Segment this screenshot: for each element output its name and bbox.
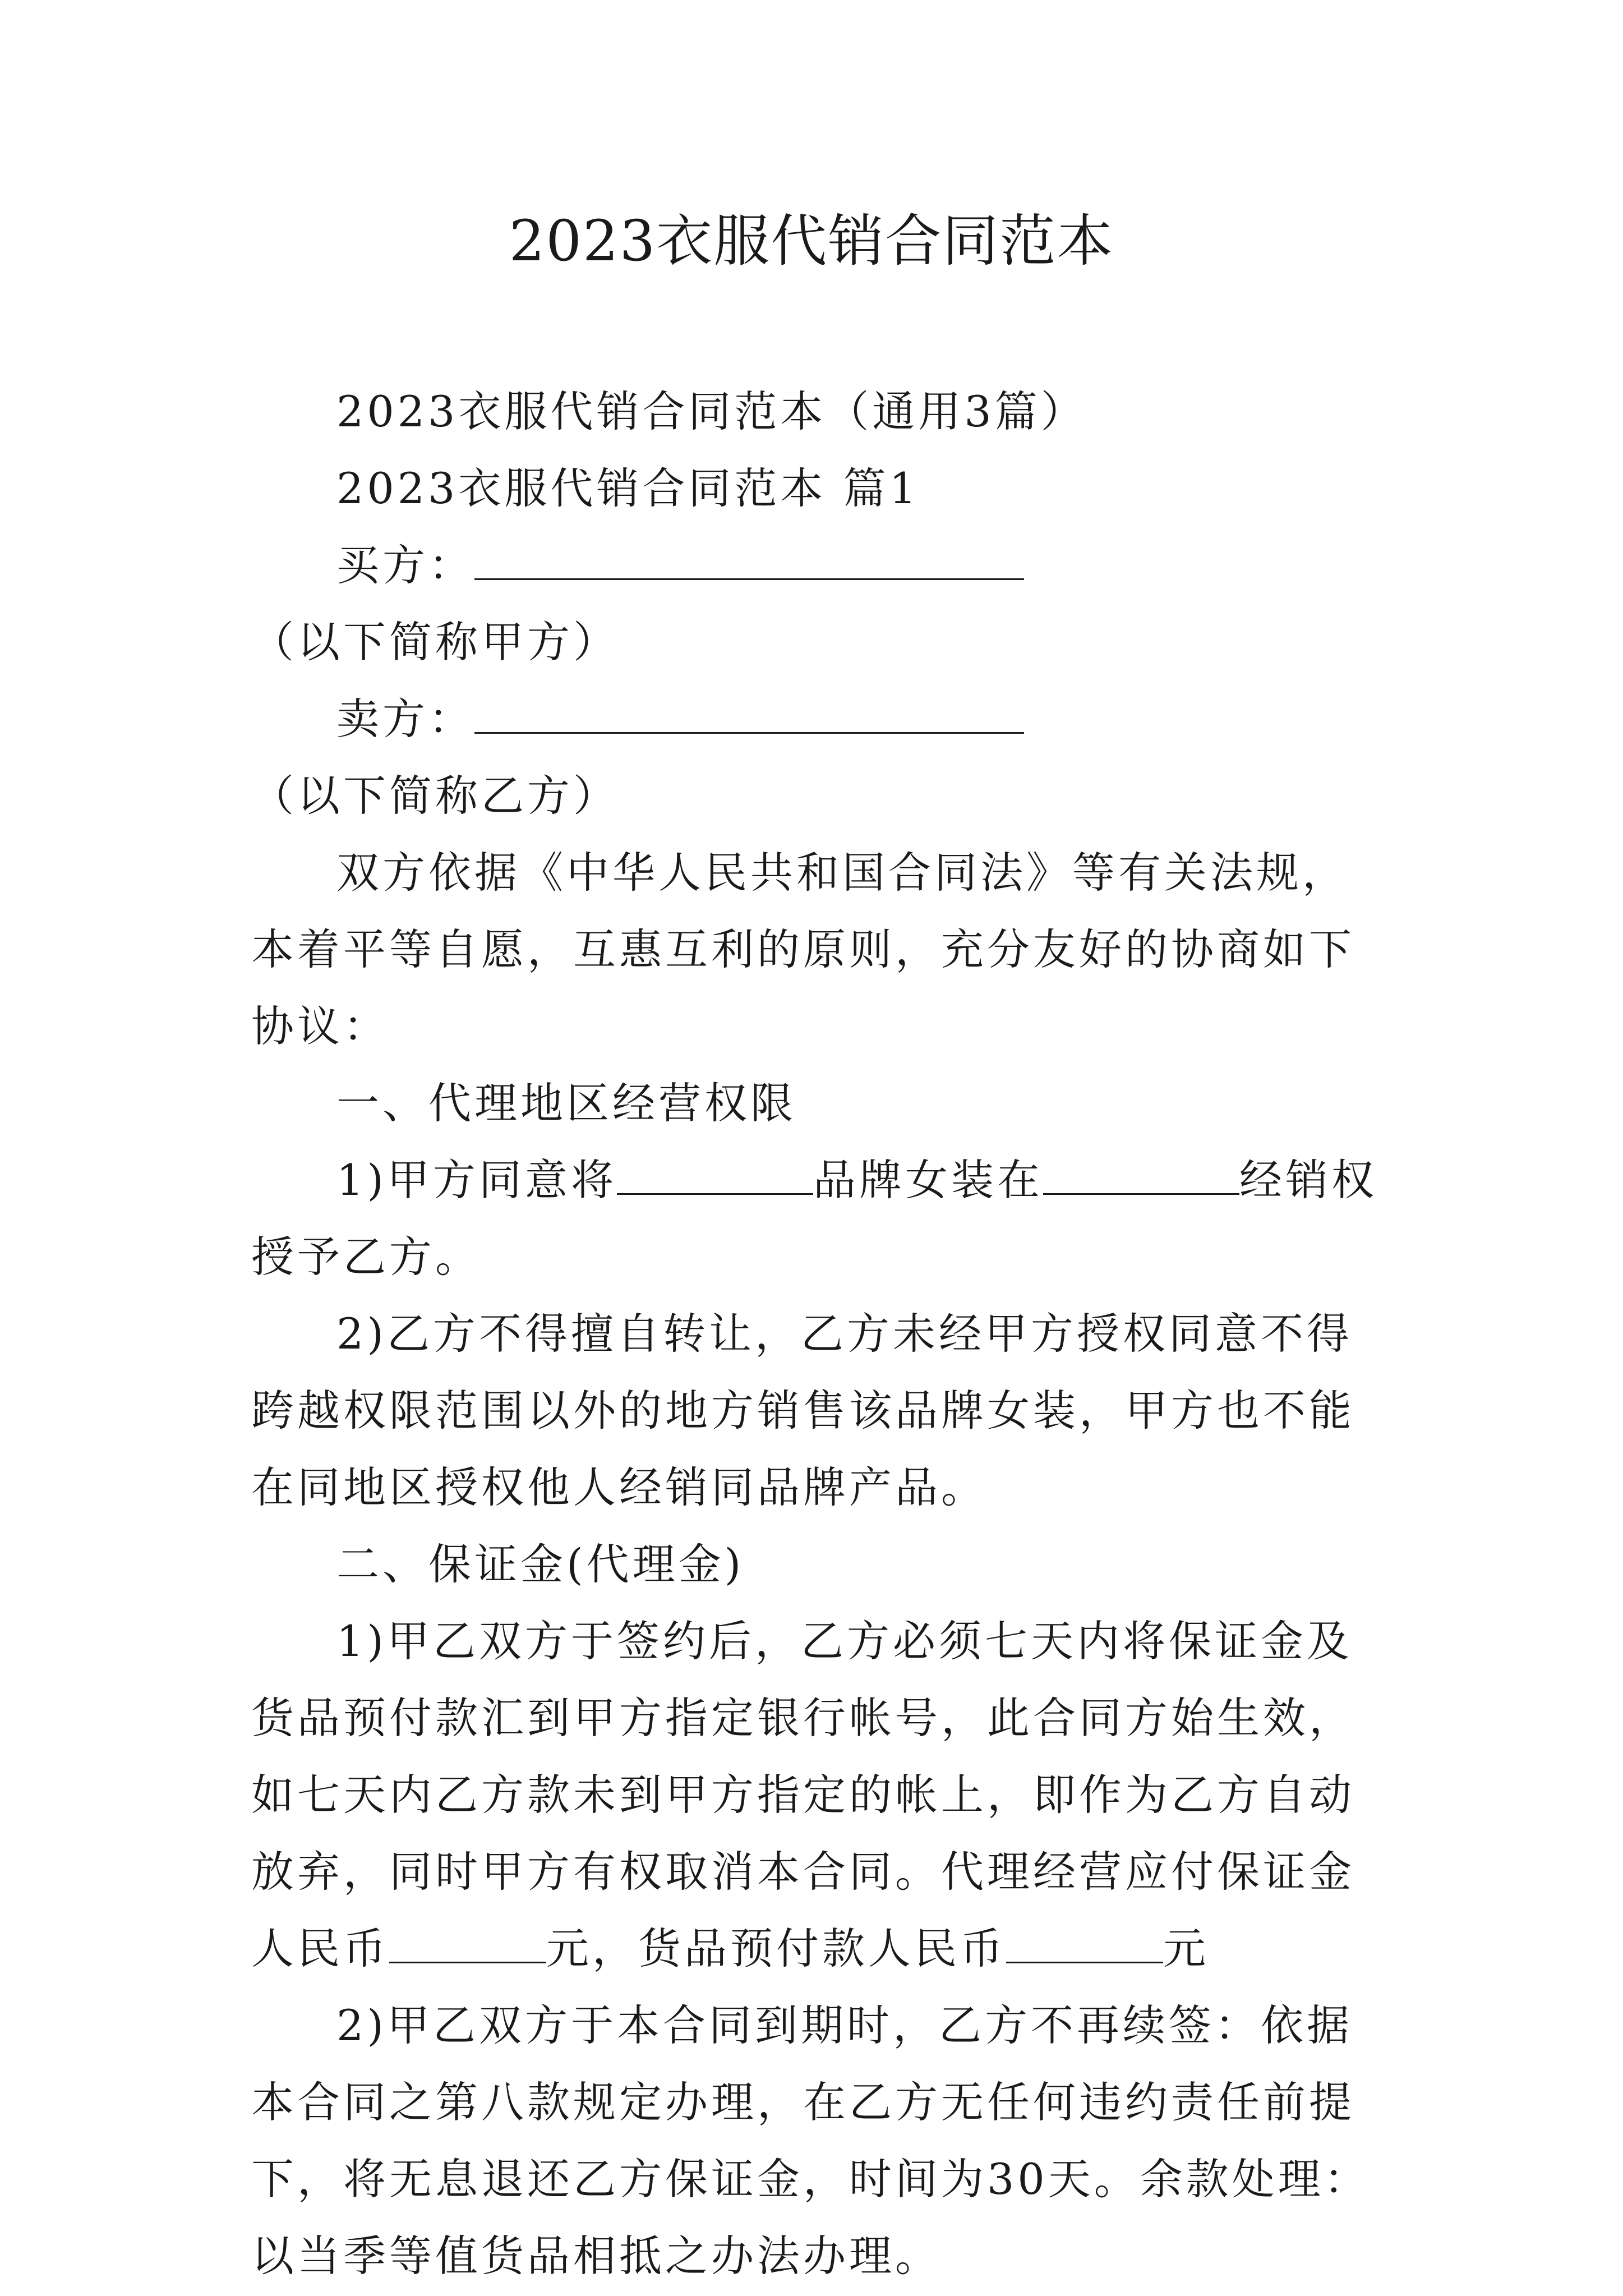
- region-blank: [1043, 1157, 1239, 1195]
- section-1-item-1-part-b: 品牌女装在: [813, 1155, 1044, 1205]
- document-body: [251, 373, 1378, 2294]
- buyer-suffix: （以下简称甲方）: [251, 617, 619, 667]
- intro-paragraph: 双方依据《中华人民共和国合同法》等有关法规，本着平等自愿，互惠互利的原则，充分友好的协商如下协议：: [251, 848, 1355, 1051]
- section-2-item-1-part-a: 1)甲乙双方于签约后，乙方必须七天内将保证金及货品预付款汇到甲方指定银行帐号，此合同方始生效，如七天内乙方款未到甲方指定的帐上，即作为乙方自动放弃，同时甲方有权取消本合同。代理经营应付保证金人民币: [251, 1616, 1355, 1973]
- section-1-item-1-part-a: 1)甲方同意将: [336, 1155, 617, 1205]
- section-2-item-1-part-b: 元，货品预付款人民币: [546, 1924, 1006, 1973]
- section-2-item-2: 2)甲乙双方于本合同到期时，乙方不再续签：依据本合同之第八款规定办理，在乙方无任何违约责任前提下，将无息退还乙方保证金，时间为30天。余款处理：以当季等值货品相抵之办法办理。: [251, 2000, 1370, 2281]
- buyer-name-blank: [474, 542, 1024, 580]
- seller-label: 卖方：: [336, 694, 474, 744]
- brand-blank: [617, 1157, 813, 1195]
- seller-name-blank: [474, 696, 1024, 734]
- buyer-label: 买方：: [336, 540, 474, 590]
- section-1-item-1-part-c: 经销权授予乙方。: [251, 1155, 1378, 1282]
- chapter-heading: 2023衣服代销合同范本 篇1: [336, 463, 920, 513]
- document-title: 2023衣服代销合同范本: [509, 208, 1114, 274]
- section-1-item-1: [251, 1142, 1378, 1295]
- seller-line: [251, 680, 1378, 834]
- buyer-line: [251, 527, 1378, 680]
- section-2-item-1-part-c: 元: [1163, 1924, 1209, 1973]
- seller-suffix: （以下简称乙方）: [251, 771, 619, 821]
- section-2-heading: 二、保证金(代理金): [336, 1539, 745, 1589]
- deposit-amount-blank: [389, 1926, 546, 1963]
- prepayment-amount-blank: [1006, 1926, 1163, 1963]
- section-1-item-2: 2)乙方不得擅自转让，乙方未经甲方授权同意不得跨越权限范围以外的地方销售该品牌女装，甲方也不能在同地区授权他人经销同品牌产品。: [251, 1309, 1355, 1512]
- document-subtitle: 2023衣服代销合同范本（通用3篇）: [336, 386, 1087, 436]
- section-2-item-1: [251, 1603, 1378, 1987]
- section-1-heading: 一、代理地区经营权限: [336, 1078, 796, 1128]
